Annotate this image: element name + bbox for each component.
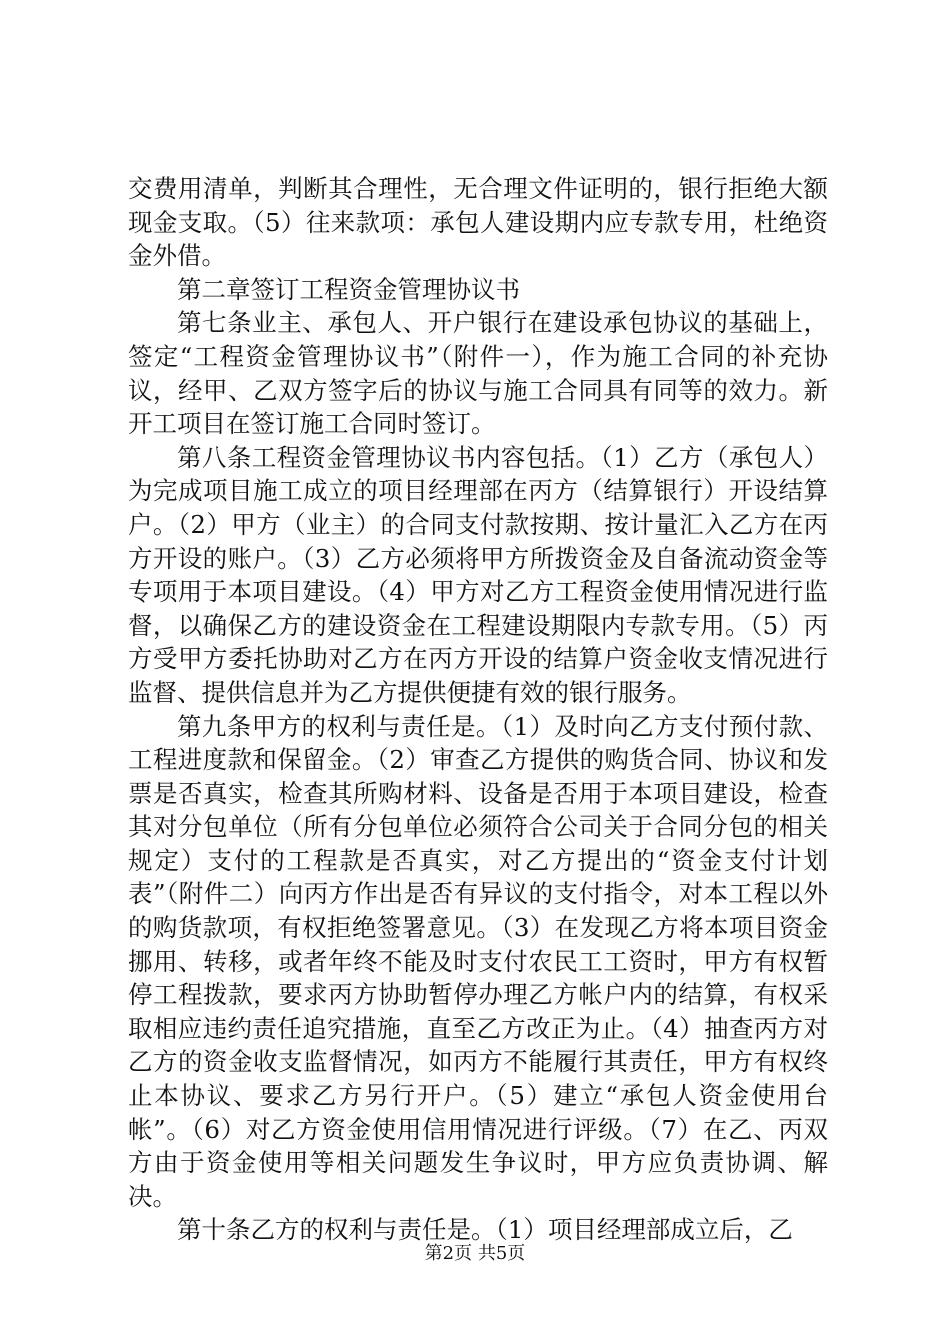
article-10-paragraph: 第十条乙方的权利与责任是。（1）项目经理部成立后，乙: [177, 1215, 793, 1245]
page-number-footer: 第2页 共5页: [424, 1243, 526, 1264]
chapter-heading: 第二章签订工程资金管理协议书: [177, 274, 520, 304]
document-body: [128, 172, 828, 1247]
article-9-paragraph: 第九条甲方的权利与责任是。（1）及时向乙方支付预付款、工程进度款和保留金。（2）审查乙方提供的购货合同、协议和发票是否真实，检查其所购材料、设备是否用于本项目建设，检查其对分包单位（所有分包单位必须符合公司关于合同分包的相关规定）支付的工程款是否真实，对乙方提出的“资金支付计划表”（附件二）向丙方作出是否有异议的支付指令，对本工程以外的购货款项，有权拒绝签署意见。（3）在发现乙方将本项目资金挪用、转移，或者年终不能及时支付农民工工资时，甲方有权暂停工程拨款，要求丙方协助暂停办理乙方帐户内的结算，有权采取相应违约责任追究措施，直至乙方改正为止。（4）抽查丙方对乙方的资金收支监督情况，如丙方不能履行其责任，甲方有权终止本协议、要求乙方另行开户。（5）建立“承包人资金使用台帐”。（6）对乙方资金使用信用情况进行评级。（7）在乙、丙双方由于资金使用等相关问题发生争议时，甲方应负责协调、解决。: [128, 711, 828, 1211]
article-8-paragraph: 第八条工程资金管理协议书内容包括。（1）乙方（承包人）为完成项目施工成立的项目经理部在丙方（结算银行）开设结算户。（2）甲方（业主）的合同支付款按期、按计量汇入乙方在丙方开设的账户。（3）乙方必须将甲方所拨资金及自备流动资金等专项用于本项目建设。（4）甲方对乙方工程资金使用情况进行监督，以确保乙方的建设资金在工程建设期限内专款专用。（5）丙方受甲方委托协助对乙方在丙方开设的结算户资金收支情况进行监督、提供信息并为乙方提供便捷有效的银行服务。: [128, 442, 828, 707]
paragraph-continuation: 交费用清单，判断其合理性，无合理文件证明的，银行拒绝大额现金支取。（5）往来款项：承包人建设期内应专款专用，杜绝资金外借。: [128, 174, 828, 271]
article-7-paragraph: 第七条业主、承包人、开户银行在建设承包协议的基础上，签定“工程资金管理协议书”（附件一），作为施工合同的补充协议，经甲、乙双方签字后的协议与施工合同具有同等的效力。新开工项目在签订施工合同时签订。: [128, 308, 828, 439]
